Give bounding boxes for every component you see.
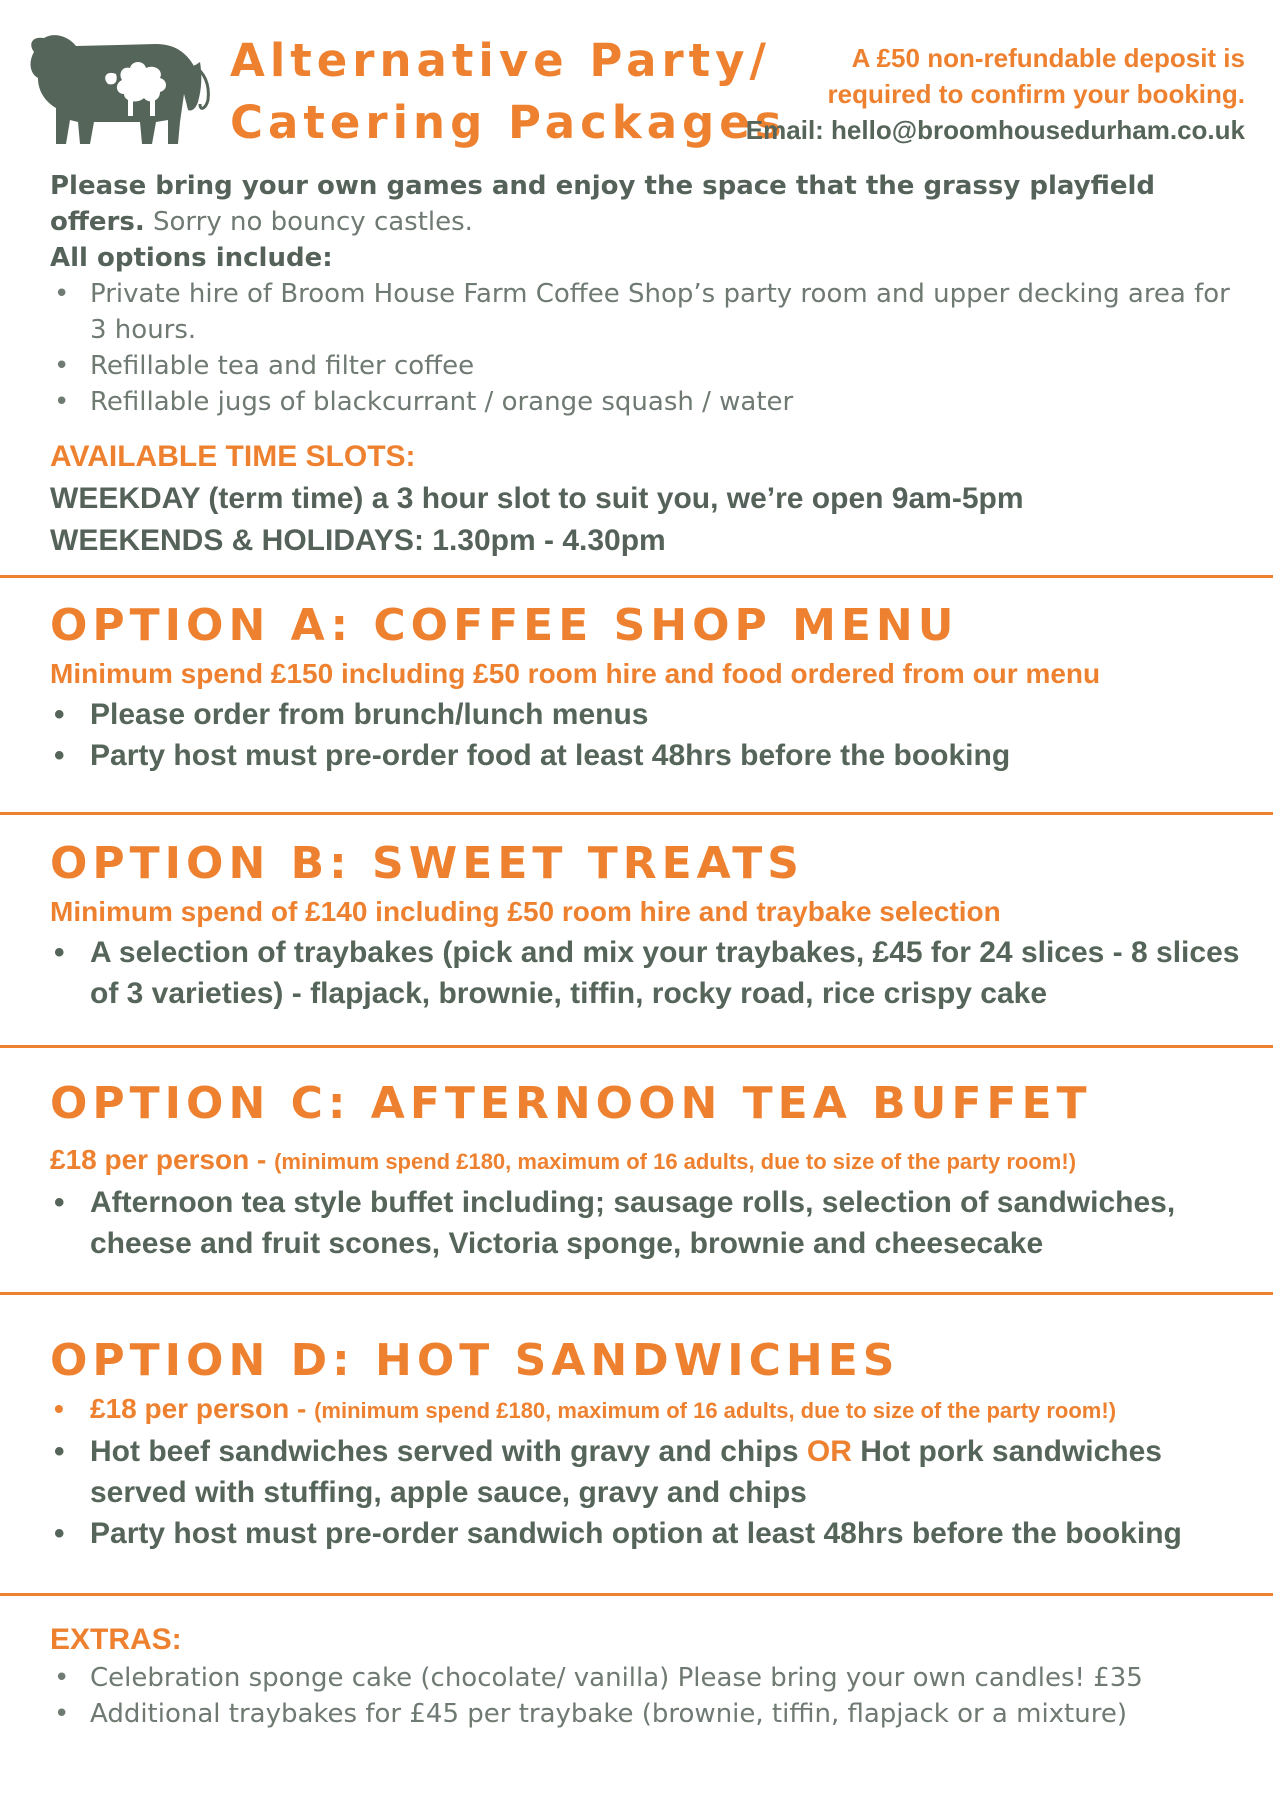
- intro-lead: Please bring your own games and enjoy the space that the grassy playfield offers.: [50, 171, 1156, 237]
- option-b-section: [50, 836, 1265, 1014]
- list-item: • Private hire of Broom House Farm Coffee Shop’s party room and upper decking area for 3 hours.: [50, 276, 1245, 348]
- option-d-section: [50, 1333, 1265, 1554]
- option-a-section: [50, 598, 1265, 776]
- option-b-title: OPTION B: SWEET TREATS: [50, 838, 804, 889]
- option-d-price-value: £18 per person -: [90, 1393, 315, 1424]
- option-a-subtitle: Minimum spend £150 including £50 room hire and food ordered from our menu: [50, 658, 1101, 689]
- list-item: • Celebration sponge cake (chocolate/ vanilla) Please bring your own candles! £35: [50, 1660, 1240, 1696]
- deposit-notice: [746, 40, 1245, 148]
- section-divider: [0, 575, 1273, 578]
- option-c-price: [50, 1140, 1265, 1182]
- option-d-title: OPTION D: HOT SANDWICHES: [50, 1335, 900, 1386]
- option-c-price-value: £18 per person -: [50, 1144, 275, 1175]
- option-d-pork: Hot pork sandwiches served with stuffing, apple sauce, gravy and chips: [90, 1435, 1162, 1509]
- list-item: • Party host must pre-order sandwich option at least 48hrs before the booking: [50, 1513, 1265, 1554]
- list-item: • Additional traybakes for £45 per traybake (brownie, tiffin, flapjack or a mixture): [50, 1696, 1240, 1732]
- title-line-1: Alternative Party/: [230, 34, 771, 87]
- cow-sheep-logo-icon: [24, 22, 220, 150]
- includes-heading: All options include:: [50, 243, 333, 273]
- list-item: • Refillable tea and filter coffee: [50, 348, 1245, 384]
- list-item: • Afternoon tea style buffet including; sausage rolls, selection of sandwiches, cheese and fruit scones, Victoria sponge, brownie and cheesecake: [50, 1182, 1265, 1264]
- weekday-slot: WEEKDAY (term time) a 3 hour slot to suit you, we’re open 9am-5pm: [50, 482, 1024, 515]
- option-c-title: OPTION C: AFTERNOON TEA BUFFET: [50, 1078, 1092, 1129]
- page-title: [230, 30, 787, 154]
- option-d-price-note: (minimum spend £180, maximum of 16 adults, due to size of the party room!): [314, 1398, 1117, 1423]
- option-b-subtitle: Minimum spend of £140 including £50 room hire and traybake selection: [50, 896, 1001, 927]
- section-divider: [0, 1292, 1273, 1295]
- list-item: [50, 1431, 1265, 1513]
- option-d-or: OR: [806, 1435, 852, 1468]
- contact-email[interactable]: Email: hello@broomhousedurham.co.uk: [745, 115, 1245, 145]
- section-divider: [0, 812, 1273, 815]
- includes-list: [50, 276, 1245, 420]
- time-slots: [50, 436, 1240, 562]
- intro-section: [50, 168, 1245, 420]
- option-c-price-note: (minimum spend £180, maximum of 16 adults, due to size of the party room!): [274, 1149, 1077, 1174]
- list-item: • Refillable jugs of blackcurrant / orange squash / water: [50, 384, 1245, 420]
- list-item: • Please order from brunch/lunch menus: [50, 694, 1265, 735]
- list-item: • Party host must pre-order food at least 48hrs before the booking: [50, 735, 1265, 776]
- time-slots-heading: AVAILABLE TIME SLOTS:: [50, 440, 416, 473]
- option-c-section: [50, 1076, 1265, 1264]
- intro-note: Sorry no bouncy castles.: [144, 207, 473, 237]
- option-d-beef: Hot beef sandwiches served with gravy and chips: [90, 1435, 807, 1468]
- deposit-line-2: required to confirm your booking.: [827, 79, 1245, 109]
- title-line-2: Catering Packages: [230, 96, 787, 149]
- list-item: • A selection of traybakes (pick and mix your traybakes, £45 for 24 slices - 8 slices of 3 varieties) - flapjack, brownie, tiffin, rocky road, rice crispy cake: [50, 932, 1265, 1014]
- section-divider: [0, 1045, 1273, 1048]
- section-divider: [0, 1593, 1273, 1596]
- deposit-line-1: A £50 non-refundable deposit is: [851, 43, 1245, 73]
- extras-heading: EXTRAS:: [50, 1623, 182, 1656]
- weekend-slot: WEEKENDS & HOLIDAYS: 1.30pm - 4.30pm: [50, 524, 666, 557]
- option-d-price: [50, 1389, 1265, 1431]
- option-a-title: OPTION A: COFFEE SHOP MENU: [50, 600, 959, 651]
- extras-section: [50, 1620, 1240, 1732]
